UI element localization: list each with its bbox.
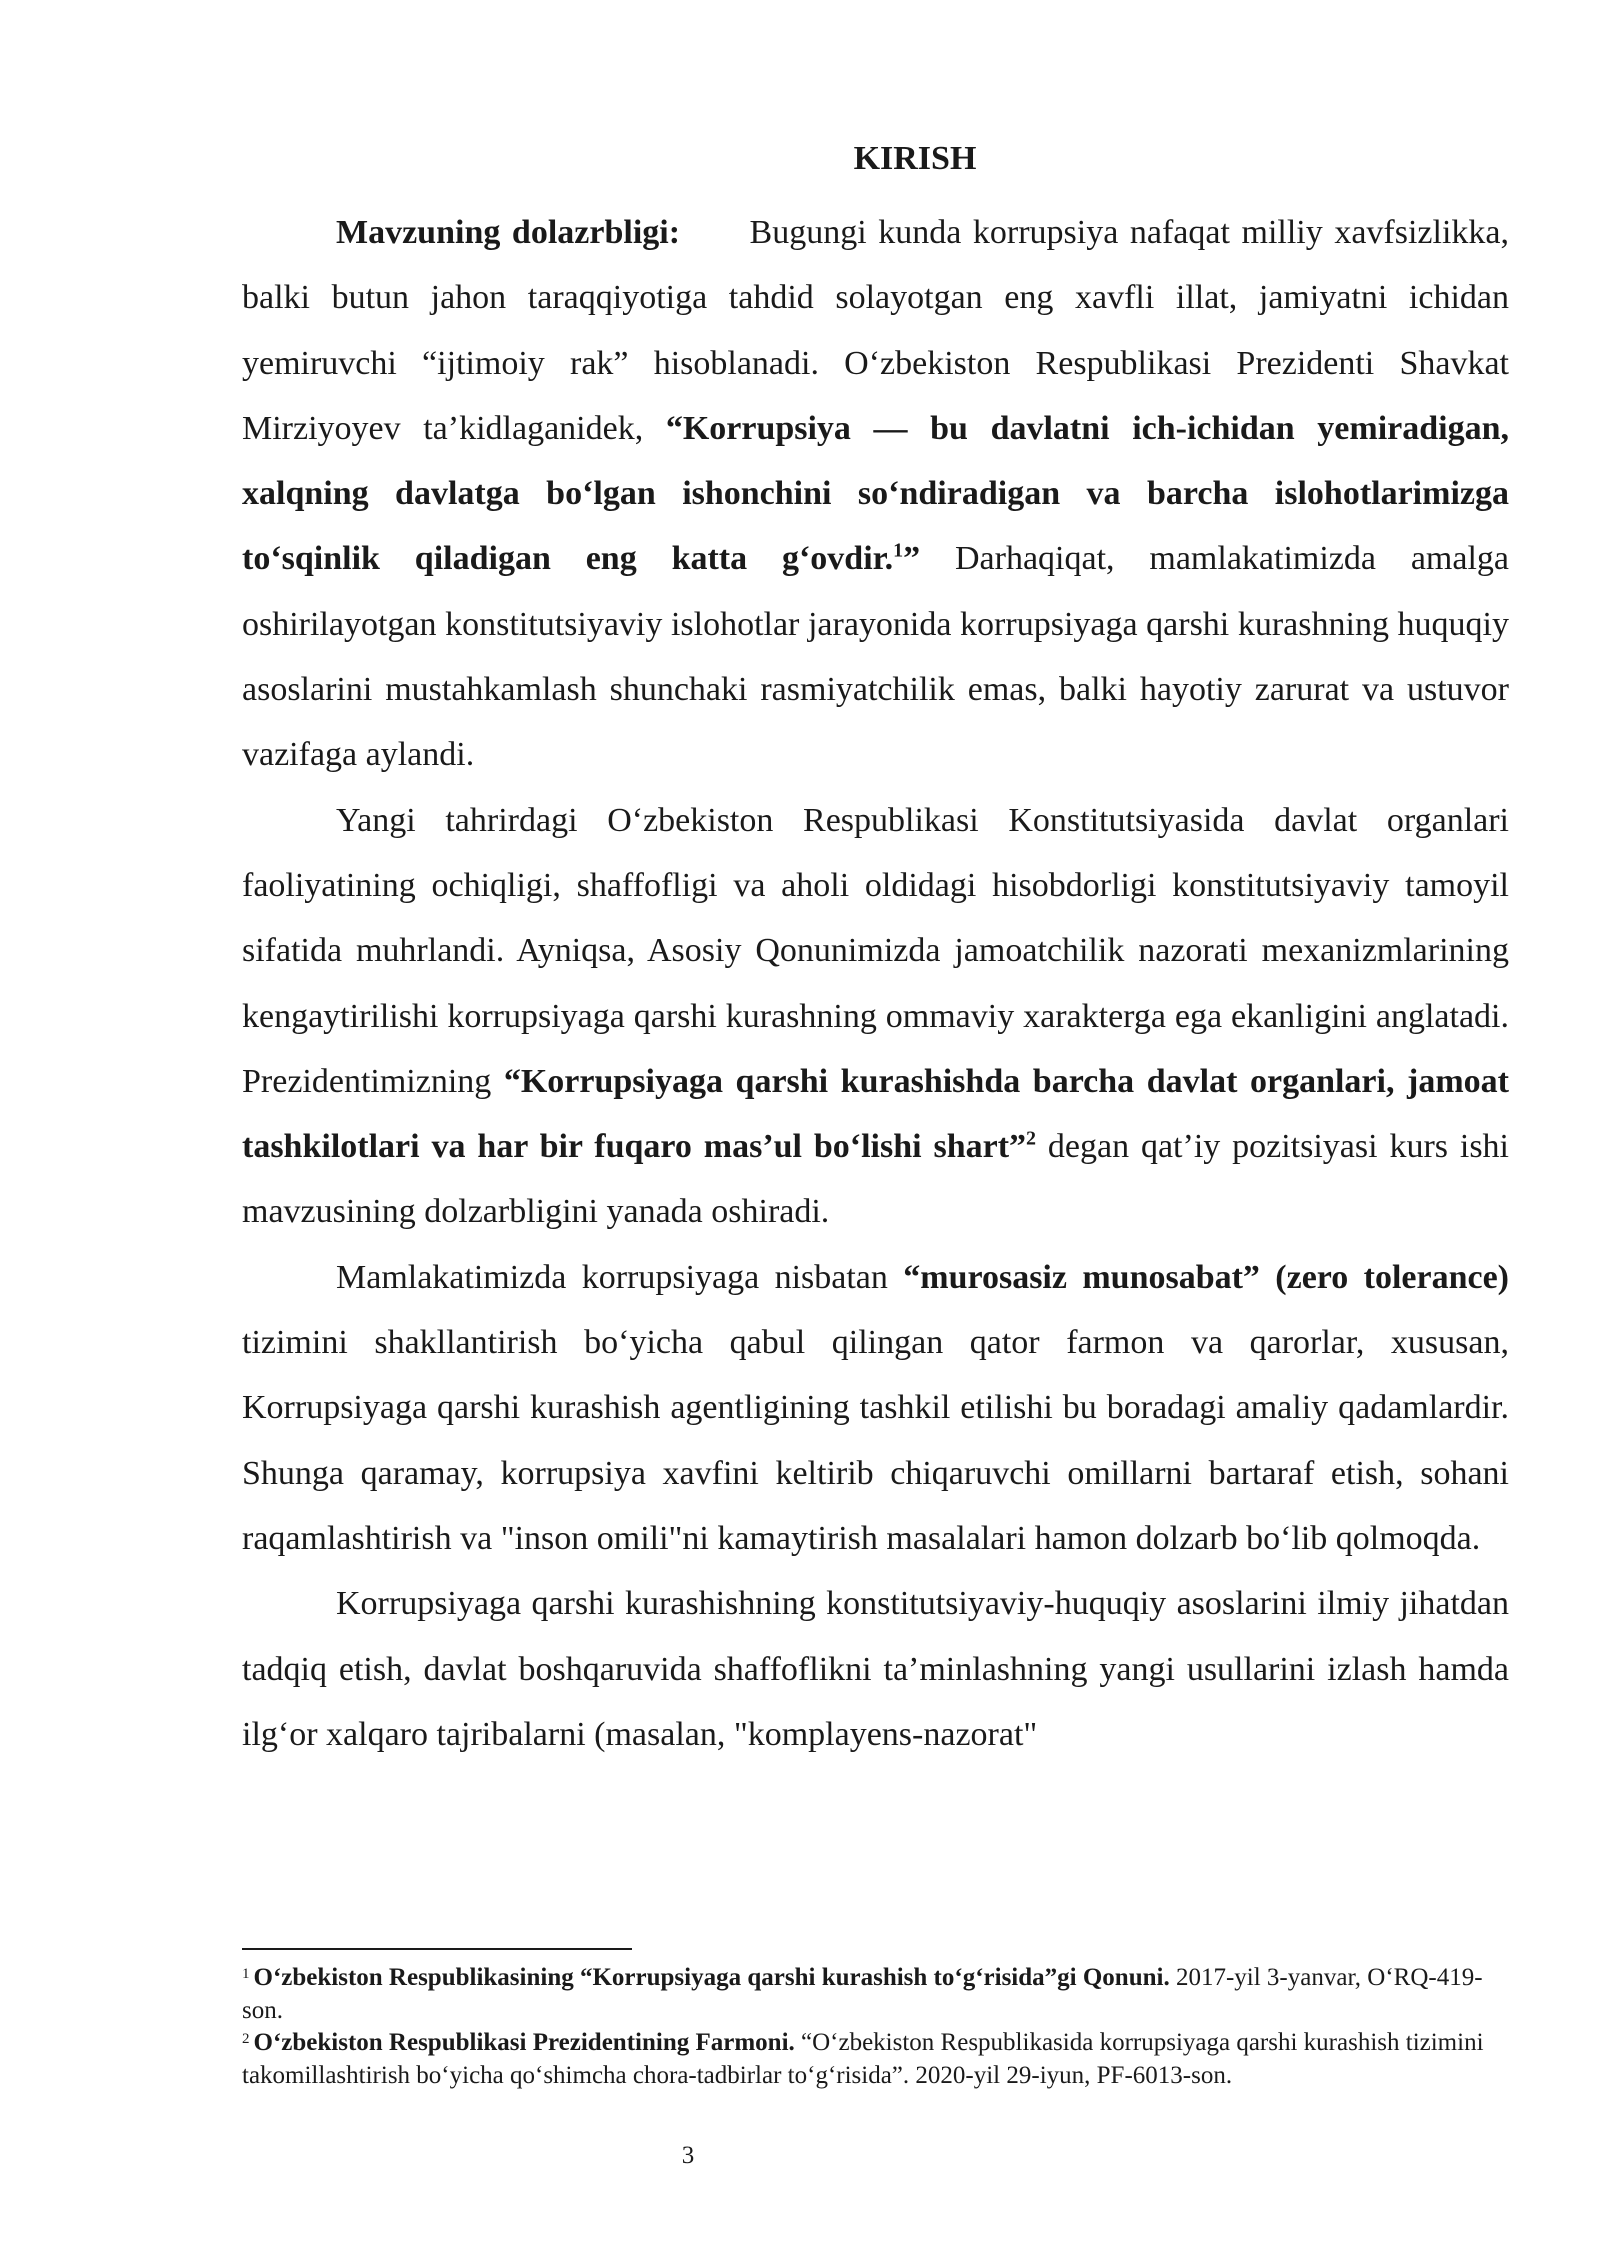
footnote-source: O‘zbekiston Respublikasining “Korrupsiyaga qarshi kurashish to‘g‘risida”gi Qonuni.	[253, 1964, 1170, 1991]
footnote-2	[242, 2027, 1509, 2092]
footnote-details: “O‘zbekiston Respublikasida korrupsiyaga qarshi kurashish tizimini takomillashtirish bo‘yicha qo‘shimcha chora-tadbirlar to‘g‘risida”. 2020-yil 29-iyun, PF-6013-son.	[242, 2029, 1484, 2089]
paragraph-research	[242, 1571, 1509, 1767]
footnotes	[242, 1962, 1509, 2092]
footnote-ref[interactable]: 2	[1026, 1127, 1037, 1150]
footnote-1	[242, 1962, 1509, 2027]
paragraph-zero-tolerance	[242, 1245, 1509, 1571]
paragraph-relevance	[242, 200, 1509, 788]
paragraph-text: tizimini shakllantirish bo‘yicha qabul qilingan qator farmon va qarorlar, xususan, Korrupsiyaga qarshi kurashish agentligining tashkil etilishi bu boradagi amaliy qadamlardir. Shunga qaramay, korrupsiya xavfini keltirib chiqaruvchi omillarni bartaraf etish, sohani raqamlashtirish va "inson omili"ni kamaytirish masalalari hamon dolzarb bo‘lib qolmoqda.	[242, 1324, 1509, 1557]
footnote-number: 1	[242, 1966, 250, 1982]
footnote-divider	[242, 1948, 632, 1950]
footnote-details: 2017-yil 3-yanvar, O‘RQ-419-son.	[242, 1964, 1483, 2024]
footnote-ref[interactable]: 1	[893, 540, 904, 563]
body-text	[242, 200, 1509, 1767]
president-quote: “Korrupsiya — bu davlatni ich-ichidan yemiradigan, xalqning davlatga bo‘lgan ishonchini so‘ndiradigan va barcha islohotlarimizga to‘sqinlik qiladigan eng katta g‘ovdir.$^1$”	[242, 409, 1509, 578]
paragraph-text: degan qat’iy pozitsiyasi kurs ishi mavzusining dolzarbligini yanada oshiradi.	[242, 1128, 1509, 1231]
relevance-label: Mavzuning dolazrbligi:	[336, 214, 681, 251]
paragraph-text: Mamlakatimizda korrupsiyaga nisbatan	[336, 1258, 888, 1296]
paragraph-text: Korrupsiyaga qarshi kurashishning konstitutsiyaviy-huquqiy asoslarini ilmiy jihatdan tadqiq etish, davlat boshqaruvida shaffoflikni ta’minlashning yangi usullarini izlash hamda ilg‘or xalqaro tajribalarni (masalan, "komplayens-nazorat"	[242, 1585, 1509, 1753]
paragraph-text: Darhaqiqat, mamlakatimizda amalga oshirilayotgan konstitutsiyaviy islohotlar jarayonida korrupsiyaga qarshi kurashning huquqiy asoslarini mustahkamlash shunchaki rasmiyatchilik emas, balki hayotiy zarurat va ustuvor vazifaga aylandi.	[242, 540, 1509, 774]
president-quote: “Korrupsiyaga qarshi kurashishda barcha davlat organlari, jamoat tashkilotlari va har bir fuqaro mas’ul bo‘lishi shart”$^2$	[242, 1062, 1509, 1166]
footnote-number: 2	[242, 2031, 250, 2047]
section-heading: KIRISH	[853, 140, 977, 177]
paragraph-text: Bugungi kunda korrupsiya nafaqat milliy xavfsizlikka, balki butun jahon taraqqiyotiga tahdid solayotgan eng xavfli illat, jamiyatni ichidan yemiruvchi “ijtimoiy rak” hisoblanadi. O‘zbekiston Respublikasi Prezidenti Shavkat Mirziyoyev ta’kidlaganidek,	[242, 214, 1509, 447]
footnote-source: O‘zbekiston Respublikasi Prezidentining Farmoni.	[253, 2029, 795, 2056]
zero-tolerance-term: “murosasiz munosabat” (zero tolerance)	[903, 1258, 1509, 1296]
paragraph-text: Yangi tahrirdagi O‘zbekiston Respublikasi Konstitutsiyasida davlat organlari faoliyatining ochiqligi, shaffofligi va aholi oldidagi hisobdorligi konstitutsiyaviy tamoyil sifatida muhrlandi. Ayniqsa, Asosiy Qonunimizda jamoatchilik nazorati mexanizmlarining kengaytirilishi korrupsiyaga qarshi kurashning ommaviy xarakterga ega ekanligini anglatadi. Prezidentimizning	[242, 801, 1509, 1100]
page-number: 3	[681, 2142, 695, 2169]
paragraph-constitution	[242, 788, 1509, 1245]
